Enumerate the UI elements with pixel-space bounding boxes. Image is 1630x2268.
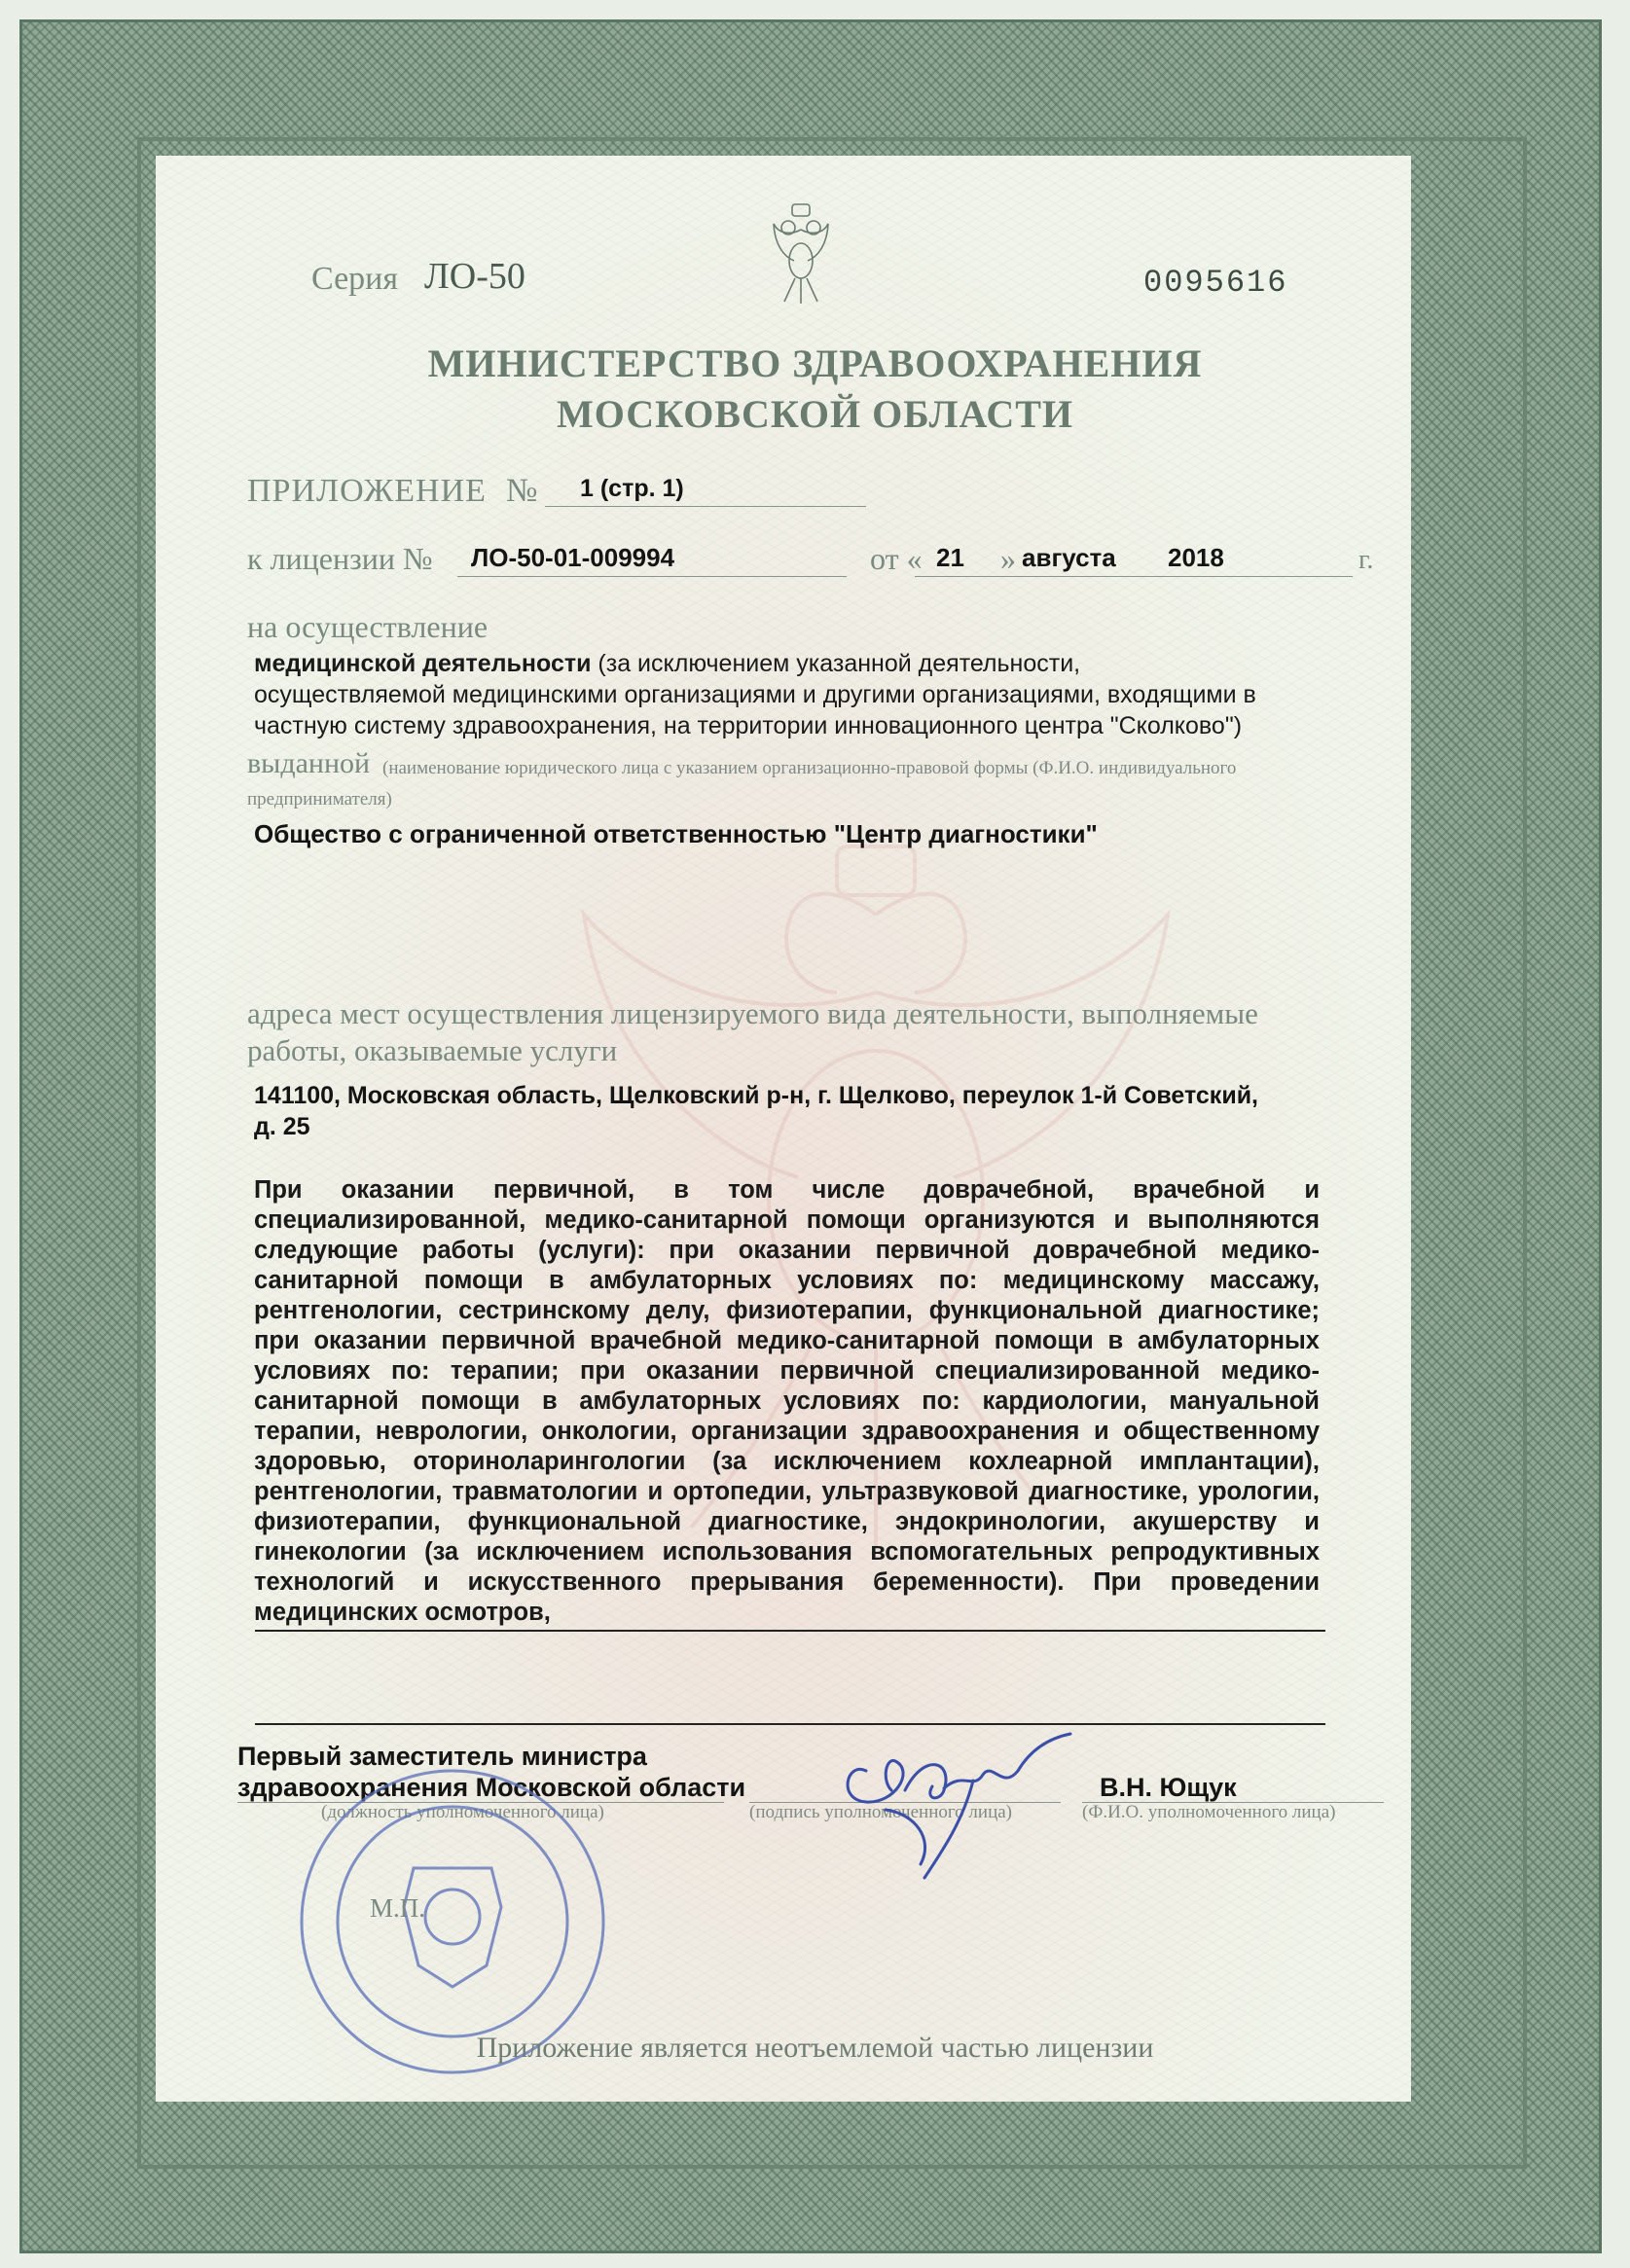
handwritten-signature — [827, 1732, 1090, 1888]
issued-label: выданной — [247, 747, 371, 779]
series-value: ЛО-50 — [424, 256, 525, 297]
appendix-no-sign: № — [506, 473, 538, 509]
license-number: ЛО-50-01-009994 — [471, 543, 675, 572]
license-from-label: от « — [870, 541, 923, 576]
signatory-position-line1: Первый заместитель министра — [237, 1742, 647, 1771]
works-end-rule — [255, 1630, 1325, 1632]
signature-note: (подпись уполномоченного лица) — [749, 1802, 1013, 1822]
activity-line3: частную систему здравоохранения, на территории инновационного центра "Сколково") — [254, 712, 1243, 739]
appendix-number: 1 (стр. 1) — [580, 475, 684, 502]
license-month: августа — [1022, 543, 1116, 572]
activity-label: на осуществление — [247, 609, 489, 644]
license-quote-close: » — [1000, 541, 1016, 576]
position-note: (должность уполномоченного лица) — [321, 1802, 604, 1822]
activity-bold: медицинской деятельности — [254, 650, 592, 677]
issued-note-line1: (наименование юридического лица с указанием организационно-правовой формы (Ф.И.О. индивидуального — [382, 758, 1237, 778]
appendix-label: ПРИЛОЖЕНИЕ — [247, 473, 487, 509]
license-label: к лицензии № — [247, 541, 433, 576]
activity-line1 — [254, 650, 1080, 678]
license-year: 2018 — [1168, 543, 1224, 572]
address-line1: 141100, Московская область, Щелковский р-н, г. Щелково, переулок 1-й Советский, — [254, 1082, 1259, 1109]
series-label: Серия — [311, 261, 399, 297]
signatory-position-line2: здравоохранения Московской области — [237, 1773, 746, 1802]
appendix-underline — [545, 506, 866, 507]
ministry-title-line1: МИНИСТЕРСТВО ЗДРАВООХРАНЕНИЯ — [427, 342, 1203, 385]
license-year-suffix: г. — [1358, 545, 1374, 575]
license-date-underline — [915, 576, 1353, 577]
license-day: 21 — [936, 543, 964, 572]
seal-mark: М.П. — [370, 1893, 426, 1923]
license-number-underline — [457, 576, 847, 577]
issued-note-line2: предпринимателя) — [247, 789, 392, 810]
ministry-title-line2: МОСКОВСКОЙ ОБЛАСТИ — [556, 392, 1074, 436]
footer-note: Приложение является неотъемлемой частью лицензии — [476, 2032, 1154, 2064]
organization-name: Общество с ограниченной ответственностью "Центр диагностики" — [254, 819, 1098, 848]
address-line2: д. 25 — [254, 1113, 310, 1140]
name-note: (Ф.И.О. уполномоченного лица) — [1082, 1802, 1336, 1822]
double-headed-eagle-icon — [771, 200, 831, 307]
works-paragraph: При оказании первичной, в том числе доврачебной, врачебной и специализированной, медико-санитарной помощи организуются и выполняются следующие работы (услуги): при оказании первичной доврачебной медико-санитарной помощи в амбулаторных условиях по: медицинскому массажу, рентгенологии, сестринскому делу, физиотерапии, функциональной диагностике; при оказании первичной врачебной медико-санитарной помощи в амбулаторных условиях по: терапии; при оказании первичной специализированной медико-санитарной помощи в амбулаторных условиях по: кардиологии, мануальной терапии, неврологии, онкологии, организации здравоохранения и общественному здоровью, оториноларингологии (за исключением кохлеарной имплантации), рентгенологии, травматологии и ортопедии, ультразвуковой диагностике, урологии, физиотерапии, функциональной диагностике, эндокринологии, акушерству и гинекологии (за исключением использования вспомогательных репродуктивных технологий и искусственного прерывания беременности). При проведении медицинских осмотров, — [254, 1176, 1320, 1626]
signatory-name: В.Н. Ющук — [1100, 1773, 1237, 1802]
addresses-label-line1: адреса мест осуществления лицензируемого вида деятельности, выполняемые — [247, 996, 1258, 1030]
addresses-label-line2: работы, оказываемые услуги — [247, 1033, 618, 1067]
signature-top-rule — [255, 1723, 1325, 1725]
activity-line1-rest: (за исключением указанной деятельности, — [591, 650, 1081, 677]
form-number: 0095616 — [1143, 265, 1288, 301]
activity-line2: осуществляемой медицинскими организациями и другими организациями, входящими в — [254, 681, 1256, 708]
